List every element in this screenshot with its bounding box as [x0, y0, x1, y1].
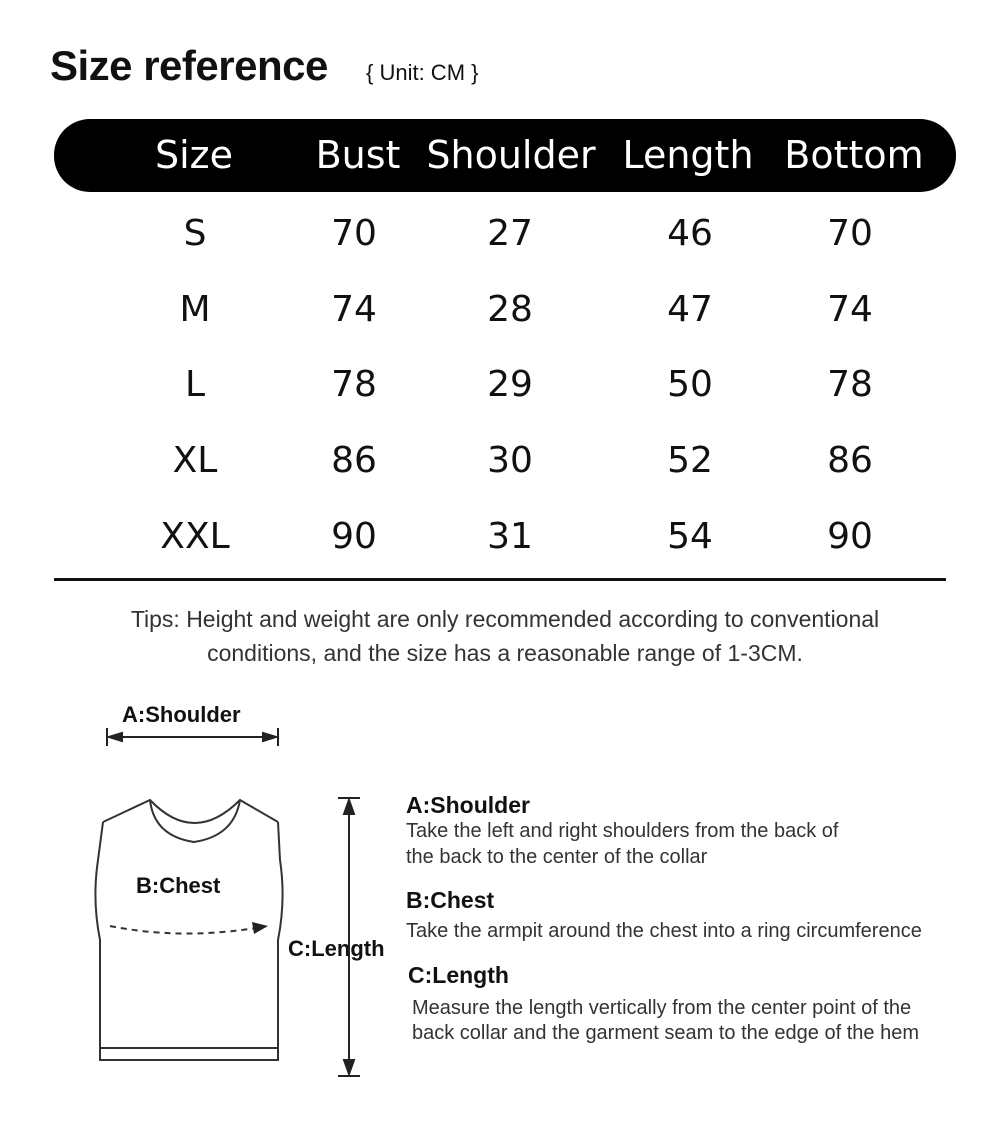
shoulder-cell: 31: [487, 516, 533, 557]
bottom-cell: 90: [827, 516, 873, 557]
size-cell: XXL: [160, 516, 230, 557]
tips-line-1: Tips: Height and weight are only recommended according to conventional: [130, 606, 880, 632]
page-title: Size reference: [50, 42, 328, 89]
column-header-length: Length: [622, 133, 754, 177]
column-header-size: Size: [154, 133, 233, 177]
column-header-bottom: Bottom: [784, 133, 924, 177]
measurement-title-length: C:Length: [408, 962, 509, 988]
shoulder-cell: 27: [487, 213, 533, 254]
shoulder-dimension-label: A:Shoulder: [122, 702, 241, 727]
length-cell: 50: [667, 364, 713, 405]
length-cell: 46: [667, 213, 713, 254]
size-cell: M: [179, 289, 211, 330]
bust-cell: 78: [331, 364, 377, 405]
shoulder-cell: 29: [487, 364, 533, 405]
measurement-text-length-1: Measure the length vertically from the center point of the: [412, 997, 912, 1019]
length-dimension-label: C:Length: [288, 936, 385, 961]
measurement-text-chest: Take the armpit around the chest into a ring circumference: [406, 920, 922, 942]
shoulder-cell: 28: [487, 289, 533, 330]
tips-line-2: conditions, and the size has a reasonable range of 1-3CM.: [207, 640, 803, 666]
shoulder-arrow-icon: [107, 728, 278, 746]
size-cell: XL: [172, 440, 218, 481]
bottom-cell: 78: [827, 364, 873, 405]
bust-cell: 70: [331, 213, 377, 254]
column-header-shoulder: Shoulder: [426, 133, 596, 177]
bust-cell: 74: [331, 289, 377, 330]
bottom-cell: 74: [827, 289, 873, 330]
chest-dimension-label: B:Chest: [136, 873, 221, 898]
column-header-bust: Bust: [315, 133, 401, 177]
size-cell: S: [183, 213, 207, 254]
length-arrow-icon: [338, 798, 360, 1076]
bust-cell: 90: [331, 516, 377, 557]
measurement-text-shoulder-2: the back to the center of the collar: [406, 846, 708, 868]
length-cell: 52: [667, 440, 713, 481]
measurement-title-shoulder: A:Shoulder: [406, 792, 530, 818]
size-cell: L: [184, 364, 206, 405]
bust-cell: 86: [331, 440, 377, 481]
shoulder-cell: 30: [487, 440, 533, 481]
bottom-cell: 86: [827, 440, 873, 481]
bottom-cell: 70: [827, 213, 873, 254]
measurement-title-chest: B:Chest: [406, 887, 495, 913]
unit-label: { Unit: CM }: [366, 60, 479, 85]
length-cell: 47: [667, 289, 713, 330]
measurement-text-length-2: back collar and the garment seam to the edge of the hem: [412, 1022, 919, 1044]
chest-arrow-icon: [110, 922, 268, 934]
length-cell: 54: [667, 516, 713, 557]
measurement-text-shoulder-1: Take the left and right shoulders from the back of: [406, 820, 839, 842]
